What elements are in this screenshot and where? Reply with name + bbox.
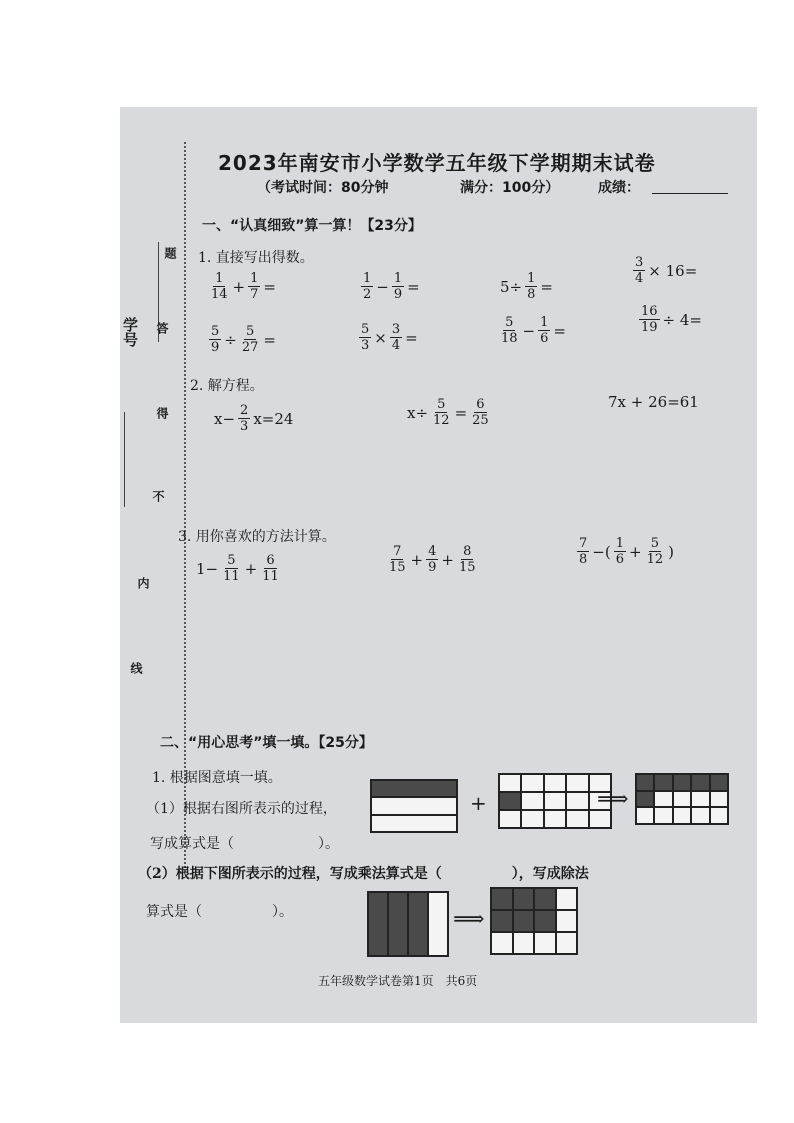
q1-label: 1. 直接写出得数。	[198, 250, 314, 266]
fig2-result-model	[490, 887, 578, 955]
q3-expr-2: $\frac{7}{15}$ + $\frac{4}{9}$ + $\frac{8}{15}$	[389, 544, 476, 575]
section2-heading: 二、“用心思考”填一填。【25分】	[160, 735, 373, 751]
s2-q1-part1-answer: 写成算式是（ ）。	[150, 836, 339, 852]
q1-expr-4: $\frac{3}{4}$ × 16=	[635, 255, 698, 286]
q2-eq-1: x− $\frac{2}{3}$ x=24	[214, 403, 294, 434]
s2-q1-part1: （1）根据右图所表示的过程，	[146, 801, 337, 817]
exam-time: （考试时间：80分钟	[257, 180, 389, 196]
binding-char-5: 内	[136, 577, 150, 589]
q3-expr-3: $\frac{7}{8}$ −( $\frac{1}{6}$ + $\frac{5}{12}$ )	[579, 536, 674, 567]
binding-char-1: 题	[163, 247, 177, 259]
q1-expr-8: $\frac{16}{19}$ ÷ 4=	[641, 304, 702, 335]
fig1-grid-model	[498, 773, 612, 829]
q1-expr-5: $\frac{5}{9}$ ÷ $\frac{5}{27}$ =	[211, 324, 276, 355]
q1-expr-7: $\frac{5}{18}$ − $\frac{1}{6}$ =	[501, 315, 566, 346]
fig1-result-model	[635, 773, 729, 825]
q3-expr-1: 1− $\frac{5}{11}$ + $\frac{6}{11}$	[196, 553, 279, 584]
s2-q1-part2: （2）根据下图所表示的过程，写成乘法算式是（ ），写成除法	[138, 866, 589, 882]
q1-expr-3: 5÷ $\frac{1}{8}$ =	[500, 271, 553, 302]
q1-expr-4-tail: × 16=	[648, 261, 698, 280]
binding-char-2: 答	[155, 322, 169, 334]
q1-expr-2: $\frac{1}{2}$ − $\frac{1}{9}$ =	[363, 271, 420, 302]
q1-expr-6: $\frac{5}{3}$ × $\frac{3}{4}$ =	[361, 322, 418, 353]
student-number-label: 学号	[121, 317, 139, 347]
full-score: 满分：100分）	[460, 180, 560, 196]
fig1-bar-model	[370, 779, 458, 833]
plus-sign: +	[470, 791, 487, 815]
binding-char-4: 不	[151, 490, 165, 502]
page-footer: 五年级数学试卷第1页 共6页	[318, 974, 478, 988]
arrow-icon: ⟹	[453, 907, 485, 932]
q1-expr-8-tail: ÷ 4=	[662, 310, 702, 329]
q1-expr-1: $\frac{1}{14}$ + $\frac{1}{7}$ =	[211, 271, 276, 302]
section1-heading: 一、“认真细致”算一算！【23分】	[202, 218, 422, 234]
binding-char-3: 得	[155, 407, 169, 419]
page-title: 2023年南安市小学数学五年级下学期期末试卷	[218, 151, 656, 175]
q2-eq-1-tail: x=24	[253, 409, 294, 428]
s2-q1-label: 1. 根据图意填一填。	[152, 770, 282, 786]
q3-label: 3. 用你喜欢的方法计算。	[178, 529, 336, 545]
q2-eq-3: 7x + 26=61	[608, 393, 699, 411]
score-blank[interactable]	[652, 193, 728, 194]
binding-char-6: 线	[129, 662, 143, 674]
q2-label: 2. 解方程。	[190, 378, 264, 394]
exam-sheet	[120, 107, 757, 1023]
score-label: 成绩：	[598, 180, 640, 196]
q3-expr-1-lead: 1−	[196, 559, 219, 578]
s2-q1-part2-answer: 算式是（ ）。	[146, 904, 293, 920]
q2-eq-2: x÷ $\frac{5}{12}$ = $\frac{6}{25}$	[407, 397, 489, 428]
name-line	[124, 412, 125, 507]
binding-dotted-line	[184, 142, 186, 872]
fig2-bar-model	[367, 891, 449, 957]
arrow-icon: ⟹	[597, 787, 629, 812]
